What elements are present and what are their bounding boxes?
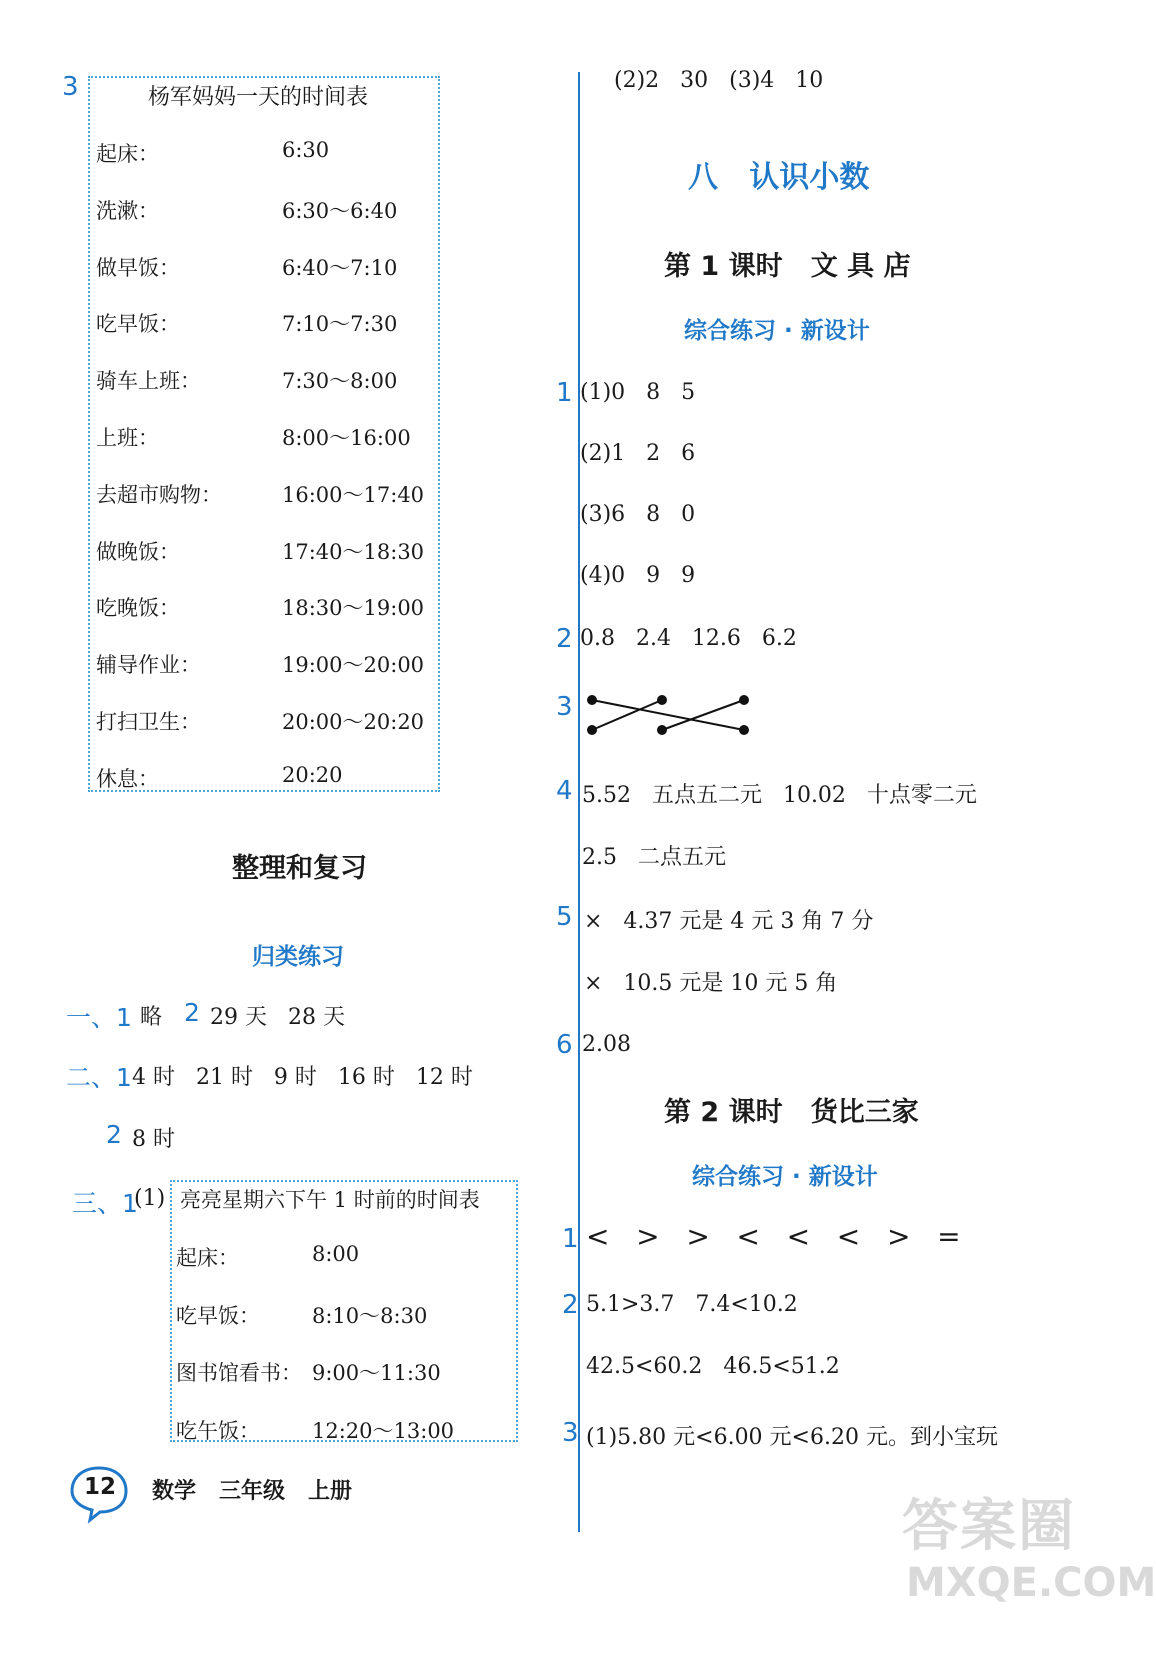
schedule-row-time: 20:20 bbox=[282, 762, 343, 787]
schedule-title: 杨军妈妈一天的时间表 bbox=[148, 85, 369, 110]
schedule-row-time: 6:30～6:40 bbox=[282, 198, 398, 223]
review-title: 整理和复习 bbox=[232, 853, 367, 884]
schedule-row-label: 骑车上班： bbox=[96, 369, 201, 394]
schedule-row-label: 做晚饭： bbox=[96, 539, 180, 564]
section-1-answer-1: 略 bbox=[140, 1005, 163, 1030]
section-1-q2-number: 2 bbox=[184, 998, 200, 1027]
schedule-row-time: 8:00～16:00 bbox=[282, 426, 411, 450]
schedule-row-time: 8:10～8:30 bbox=[312, 1303, 428, 1328]
l1-q4-line-1: 5.52 五点五二元 10.02 十点零二元 bbox=[582, 783, 977, 808]
schedule-row-time: 6:30 bbox=[282, 138, 330, 162]
section-3-label: 三、1 bbox=[72, 1189, 138, 1218]
schedule-row-time: 7:30～8:00 bbox=[282, 369, 398, 394]
schedule-row-label: 吃早饭： bbox=[176, 1303, 260, 1328]
schedule-row-label: 打扫卫生： bbox=[96, 710, 201, 734]
schedule-row-time: 12:20～13:00 bbox=[312, 1418, 455, 1443]
schedule-row-time: 17:40～18:30 bbox=[282, 539, 425, 564]
l2-q3-number: 3 bbox=[562, 1418, 579, 1448]
schedule-row-time: 8:00 bbox=[312, 1242, 360, 1266]
l1-q6-answer: 2.08 bbox=[582, 1032, 631, 1057]
top-answer-line: (2)2 30 (3)4 10 bbox=[614, 68, 824, 93]
l1-q2-number: 2 bbox=[556, 624, 573, 654]
match-dot bbox=[587, 725, 597, 735]
unit-title: 八 认识小数 bbox=[688, 160, 870, 195]
lesson-1-title: 第 1 课时 文 具 店 bbox=[664, 251, 911, 282]
match-dot bbox=[739, 725, 749, 735]
schedule-row-label: 辅导作业： bbox=[96, 653, 201, 678]
match-line-2 bbox=[592, 700, 662, 730]
match-dot bbox=[657, 725, 667, 735]
schedule-row-time: 6:40～7:10 bbox=[282, 255, 398, 280]
schedule-row-label: 起床： bbox=[176, 1246, 239, 1270]
section-1-label: 一、1 bbox=[66, 1003, 132, 1032]
page-number: 12 bbox=[84, 1474, 117, 1500]
l1-q1-line-2: (2)1 2 6 bbox=[580, 441, 696, 466]
l1-q5-number: 5 bbox=[556, 902, 573, 932]
l1-q4-number: 4 bbox=[556, 776, 573, 806]
match-dot bbox=[739, 695, 749, 705]
lesson-2-title: 第 2 课时 货比三家 bbox=[664, 1097, 919, 1128]
schedule-row-label: 洗漱： bbox=[96, 198, 159, 223]
match-dot bbox=[657, 695, 667, 705]
schedule-row-label: 做早饭： bbox=[96, 255, 180, 280]
schedule-row-time: 9:00～11:30 bbox=[312, 1361, 441, 1385]
schedule-row-label: 吃午饭： bbox=[176, 1418, 260, 1443]
practice-title: 归类练习 bbox=[252, 944, 344, 970]
schedule-row-label: 起床： bbox=[96, 142, 159, 166]
schedule-row-label: 去超市购物： bbox=[96, 482, 222, 507]
lesson-1-subtitle: 综合练习 · 新设计 bbox=[684, 318, 870, 344]
section-1-answer-2: 29 天 28 天 bbox=[210, 1005, 345, 1030]
l1-q3-number: 3 bbox=[556, 692, 573, 722]
l2-q2-number: 2 bbox=[562, 1290, 579, 1320]
schedule-row-time: 18:30～19:00 bbox=[282, 596, 425, 621]
l1-q1-number: 1 bbox=[556, 378, 573, 408]
section-2-answer-1: 4 时 21 时 9 时 16 时 12 时 bbox=[132, 1065, 473, 1090]
matching-lines-diagram bbox=[580, 688, 760, 744]
l1-q1-line-3: (3)6 8 0 bbox=[580, 502, 696, 527]
lesson-2-subtitle: 综合练习 · 新设计 bbox=[692, 1164, 878, 1190]
l2-q1-answer: < > > < < < > = bbox=[586, 1220, 961, 1253]
schedule-row-label: 吃晚饭： bbox=[96, 596, 180, 621]
schedule-row-time: 20:00～20:20 bbox=[282, 710, 425, 734]
section-3-sub: (1) bbox=[134, 1186, 166, 1211]
l1-q5-line-2: × 10.5 元是 10 元 5 角 bbox=[584, 971, 838, 996]
match-line-1 bbox=[592, 700, 744, 730]
match-line-3 bbox=[662, 700, 744, 730]
l1-q1-line-1: (1)0 8 5 bbox=[580, 380, 696, 405]
l2-q1-number: 1 bbox=[562, 1224, 579, 1254]
question-3-number: 3 bbox=[62, 72, 79, 102]
section-2-q2-number: 2 bbox=[106, 1120, 122, 1149]
schedule-row-time: 7:10～7:30 bbox=[282, 312, 398, 337]
watermark-url: MXQE.COM bbox=[906, 1560, 1156, 1606]
l1-q4-line-2: 2.5 二点五元 bbox=[582, 845, 726, 870]
schedule-row-time: 19:00～20:00 bbox=[282, 653, 425, 678]
book-label: 数学 三年级 上册 bbox=[152, 1479, 352, 1504]
match-dot bbox=[587, 695, 597, 705]
schedule-row-label: 图书馆看书： bbox=[176, 1361, 302, 1385]
schedule-row-label: 吃早饭： bbox=[96, 312, 180, 337]
l2-q2-line-2: 42.5<60.2 46.5<51.2 bbox=[586, 1354, 840, 1379]
watermark-logo: 答案圈 bbox=[902, 1494, 1076, 1559]
section-2-answer-2: 8 时 bbox=[132, 1127, 175, 1152]
l1-q1-line-4: (4)0 9 9 bbox=[580, 563, 696, 588]
schedule-row-label: 休息： bbox=[96, 766, 159, 791]
l2-q3-answer: (1)5.80 元<6.00 元<6.20 元。到小宝玩 bbox=[586, 1425, 998, 1450]
schedule-row-label: 上班： bbox=[96, 426, 159, 450]
l2-q2-line-1: 5.1>3.7 7.4<10.2 bbox=[586, 1292, 798, 1317]
l1-q2-answer: 0.8 2.4 12.6 6.2 bbox=[580, 626, 797, 651]
schedule2-title: 亮亮星期六下午 1 时前的时间表 bbox=[180, 1188, 480, 1212]
l1-q6-number: 6 bbox=[556, 1030, 573, 1060]
section-2-label: 二、1 bbox=[66, 1063, 132, 1092]
schedule-row-time: 16:00～17:40 bbox=[282, 482, 425, 507]
l1-q5-line-1: × 4.37 元是 4 元 3 角 7 分 bbox=[584, 909, 874, 934]
